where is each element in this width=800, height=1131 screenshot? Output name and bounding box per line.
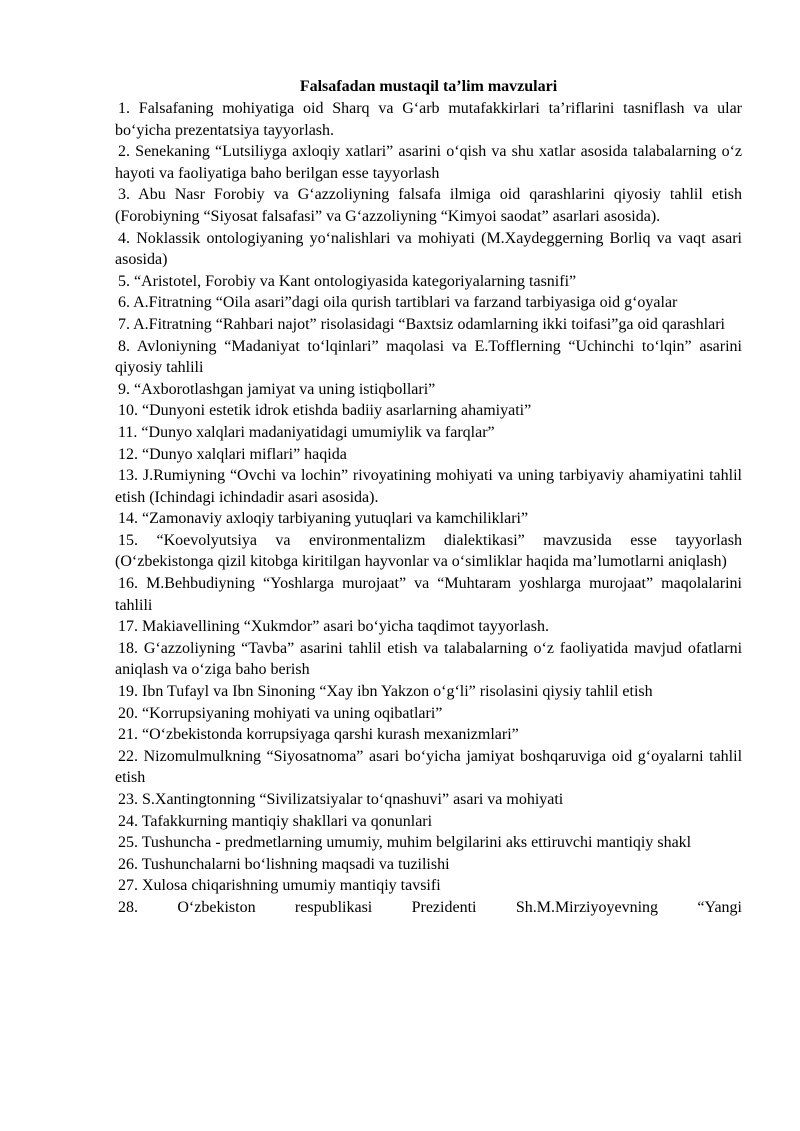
topic-number: 20. bbox=[118, 704, 138, 722]
topic-item bbox=[115, 379, 742, 401]
topic-item bbox=[115, 854, 742, 876]
topic-number: 4. bbox=[118, 229, 130, 247]
topic-number: 18. bbox=[118, 639, 138, 657]
topic-text: “Zamonaviy axloqiy tarbiyaning yutuqlari va kamchiliklari” bbox=[142, 510, 529, 528]
topic-text: Noklassik ontologiyaning yo‘nalishlari va mohiyati (M.Xaydeggerning Borliq va vaqt asari asosida) bbox=[115, 229, 742, 269]
document-title: Falsafadan mustaqil ta’lim mavzulari bbox=[299, 78, 558, 95]
topic-number: 6. bbox=[118, 294, 130, 312]
topic-number: 25. bbox=[118, 834, 138, 852]
topic-item bbox=[115, 724, 742, 746]
topic-number: 7. bbox=[118, 315, 130, 333]
topic-text: “Dunyo xalqlari madaniyatidagi umumiylik va farqlar” bbox=[141, 423, 495, 441]
topic-number: 17. bbox=[118, 618, 138, 636]
topic-text: Makiavellining “Xukmdor” asari bo‘yicha taqdimot tayyorlash. bbox=[142, 618, 549, 636]
topic-number: 27. bbox=[118, 877, 138, 895]
topic-text: Tafakkurning mantiqiy shakllari va qonunlari bbox=[141, 812, 433, 830]
topic-number: 3. bbox=[118, 186, 130, 204]
topic-text: G‘azzoliyning “Tavba” asarini tahlil etish va talabalarning o‘z faoliyatida mavjud ofatlarni aniqlash va o‘ziga baho berish bbox=[115, 639, 743, 679]
topic-text: “Koevolyutsiya va environmentalizm dialektikasi” mavzusida esse tayyorlash (O‘zbekistonga qizil kitobga kiritilgan hayvonlar va o‘simliklar haqida ma’lumotlarni aniqlash) bbox=[115, 531, 743, 571]
topic-text: Senekaning “Lutsiliyga axloqiy xatlari” asarini o‘qish va shu xatlar asosida talabalarning o‘z hayoti va faoliyatiga baho berilgan esse tayyorlash bbox=[115, 143, 743, 182]
topic-number: 1. bbox=[118, 100, 130, 117]
topic-text: Abu Nasr Forobiy va G‘azzoliyning falsafa ilmiga oid qarashlarini qiyosiy tahlil etish (Forobiyning “Siyosat falsafasi” va G‘azzoliyning “Kimyoi saodat” asarlari asosida). bbox=[115, 186, 743, 225]
topic-number: 12. bbox=[118, 445, 138, 463]
topic-number: 23. bbox=[118, 791, 138, 808]
topic-number: 8. bbox=[118, 337, 130, 355]
topic-text: S.Xantingtonning “Sivilizatsiyalar to‘qnashuvi” asari va mohiyati bbox=[142, 791, 564, 808]
topic-item bbox=[115, 832, 742, 854]
topic-text: Nizomulmulkning “Siyosatnoma” asari bo‘yicha jamiyat boshqaruviga oid g‘oyalarni tahlil etish bbox=[115, 747, 743, 787]
topic-text: “Dunyoni estetik idrok etishda badiiy asarlarning ahamiyati” bbox=[142, 402, 532, 420]
topic-text: “Aristotel, Forobiy va Kant ontologiyasida kategoriyalarning tasnifi” bbox=[134, 272, 577, 290]
topic-item bbox=[115, 465, 742, 508]
topic-text: Ibn Tufayl va Ibn Sinoning “Xay ibn Yakzon o‘g‘li” risolasini qiysiy tahlil etish bbox=[142, 683, 653, 701]
topic-item bbox=[115, 746, 742, 789]
topic-item bbox=[115, 897, 742, 919]
topic-number: 26. bbox=[118, 855, 138, 873]
topic-item bbox=[115, 98, 742, 141]
topic-item bbox=[115, 681, 742, 703]
topic-number: 24. bbox=[118, 812, 138, 830]
topic-item bbox=[115, 141, 742, 184]
topic-number: 19. bbox=[118, 683, 138, 701]
topic-text: “Dunyo xalqlari miflari” haqida bbox=[142, 445, 347, 463]
topic-number: 14. bbox=[118, 510, 138, 528]
topic-number: 28. bbox=[118, 898, 138, 916]
topic-item bbox=[115, 530, 742, 573]
topic-number: 9. bbox=[118, 380, 130, 398]
topic-item bbox=[115, 638, 742, 681]
topic-item bbox=[115, 400, 742, 422]
topic-item bbox=[115, 422, 742, 444]
topic-item bbox=[115, 875, 742, 897]
topic-list bbox=[115, 98, 742, 919]
topic-text: Falsafaning mohiyatiga oid Sharq va G‘arb mutafakkirlari ta’riflarini tasniflash va ular bo‘yicha prezentatsiya tayyorlash. bbox=[115, 100, 743, 139]
topic-text: “Axborotlashgan jamiyat va uning istiqbollari” bbox=[134, 380, 436, 398]
topic-text: A.Fitratning “Oila asari”dagi oila qurish tartiblari va farzand tarbiyasiga oid g‘oyalar bbox=[133, 294, 678, 312]
topic-item bbox=[115, 789, 742, 811]
topic-item bbox=[115, 616, 742, 638]
topic-text: A.Fitratning “Rahbari najot” risolasidagi “Baxtsiz odamlarning ikki toifasi”ga oid qarashlari bbox=[133, 315, 725, 333]
topic-number: 22. bbox=[118, 747, 138, 765]
topic-number: 5. bbox=[118, 272, 130, 290]
topic-text: “O‘zbekistonda korrupsiyaga qarshi kurash mexanizmlari” bbox=[142, 726, 519, 744]
topic-item bbox=[115, 184, 742, 227]
topic-number: 16. bbox=[118, 575, 138, 593]
topic-text: “Korrupsiyaning mohiyati va uning oqibatlari” bbox=[142, 704, 443, 722]
topic-item bbox=[115, 444, 742, 466]
topic-text: Avloniyning “Madaniyat to‘lqinlari” maqolasi va E.Tofflerning “Uchinchi to‘lqin” asarini qiyosiy tahlili bbox=[115, 337, 742, 377]
topic-number: 10. bbox=[118, 402, 138, 420]
topic-item bbox=[115, 336, 742, 379]
topic-item bbox=[115, 292, 742, 314]
topic-text: J.Rumiyning “Ovchi va lochin” rivoyatining mohiyati va uning tarbiyaviy ahamiyatini tahlil etish (Ichindagi ichindadir asari asosida). bbox=[115, 467, 742, 506]
topic-item bbox=[115, 314, 742, 336]
topic-item bbox=[115, 271, 742, 293]
topic-text: Tushunchalarni bo‘lishning maqsadi va tuzilishi bbox=[141, 855, 450, 873]
topic-item bbox=[115, 811, 742, 833]
topic-text: Tushuncha - predmetlarning umumiy, muhim belgilarini aks ettiruvchi mantiqiy shakl bbox=[141, 834, 692, 852]
topic-number: 2. bbox=[118, 143, 130, 161]
topic-text: M.Behbudiyning “Yoshlarga murojaat” va “Muhtaram yoshlarga murojaat” maqolalarini tahlili bbox=[115, 575, 743, 614]
topic-number: 13. bbox=[118, 467, 138, 485]
topic-item bbox=[115, 573, 742, 616]
topic-text: O‘zbekiston respublikasi Prezidenti Sh.M.Mirziyoyevning “Yangi bbox=[177, 898, 742, 916]
topic-item bbox=[115, 703, 742, 725]
topic-number: 11. bbox=[118, 423, 138, 441]
topic-item bbox=[115, 508, 742, 530]
topic-number: 15. bbox=[118, 531, 138, 549]
topic-text: Xulosa chiqarishning umumiy mantiqiy tavsifi bbox=[142, 877, 441, 895]
topic-item bbox=[115, 228, 742, 271]
topic-number: 21. bbox=[118, 726, 138, 744]
document-page bbox=[115, 76, 742, 919]
